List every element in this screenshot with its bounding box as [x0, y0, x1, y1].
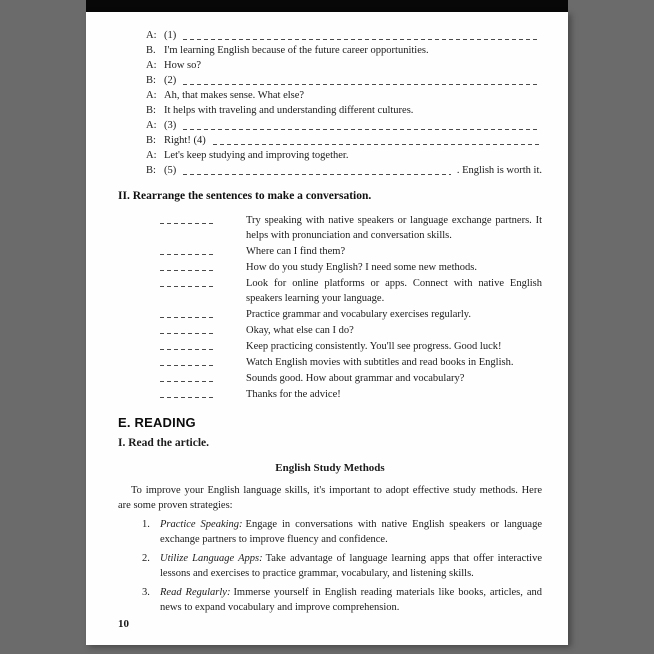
- reading-instruction: I. Read the article.: [118, 437, 210, 449]
- dialogue-text: It helps with traveling and understanding different cultures.: [164, 105, 414, 116]
- dialogue-exercise: [146, 28, 542, 178]
- order-blank-line: [160, 286, 214, 287]
- dialogue-text: Ah, that makes sense. What else?: [164, 90, 305, 101]
- document-page: [86, 12, 568, 645]
- answer-blank-line: [183, 174, 451, 175]
- order-blank-line: [160, 365, 214, 366]
- strategy-lead: Utilize Language Apps:: [160, 553, 263, 564]
- rearrange-sentence: Sounds good. How about grammar and vocabulary?: [246, 373, 465, 384]
- rearrange-item: [118, 371, 542, 386]
- answer-blank-line: [183, 84, 540, 85]
- article-intro: To improve your English language skills, it's important to adopt effective study methods. Here are some proven strategies:: [118, 485, 542, 511]
- strategy-text: [160, 517, 542, 547]
- dialogue-text: (5): [164, 165, 177, 176]
- dialogue-text: (3): [164, 120, 177, 131]
- reading-section-title: E. READING: [118, 415, 196, 430]
- rearrange-sentence: Thanks for the advice!: [246, 389, 341, 400]
- strategy-lead: Practice Speaking:: [160, 519, 243, 530]
- dialogue-text: Let's keep studying and improving together.: [164, 150, 349, 161]
- rearrange-sentence: Keep practicing consistently. You'll see progress. Good luck!: [246, 341, 502, 352]
- speaker-label: A:: [146, 90, 157, 101]
- rearrange-sentence: Practice grammar and vocabulary exercises regularly.: [246, 309, 471, 320]
- rearrange-item: [118, 276, 542, 306]
- rearrange-sentence: Try speaking with native speakers or language exchange partners. It helps with pronunciation and conversation skills.: [246, 215, 542, 241]
- order-blank-line: [160, 270, 214, 271]
- rearrange-sentence: Okay, what else can I do?: [246, 325, 354, 336]
- dialogue-line: [146, 133, 542, 148]
- order-blank-line: [160, 397, 214, 398]
- speaker-label: B:: [146, 165, 156, 176]
- rearrange-item: [118, 213, 542, 243]
- order-blank-line: [160, 349, 214, 350]
- list-number: 3.: [142, 587, 150, 598]
- dialogue-suffix: . English is worth it.: [456, 165, 542, 176]
- strategy-item: [118, 551, 542, 581]
- list-number: 2.: [142, 553, 150, 564]
- order-blank-line: [160, 333, 214, 334]
- rearrange-sentence: Watch English movies with subtitles and read books in English.: [246, 357, 514, 368]
- strategy-detail: Take advantage of language learning apps that offer interactive lessons and exercises to practice grammar, vocabulary, and listening skills.: [160, 553, 542, 579]
- speaker-label: A:: [146, 120, 157, 131]
- rearrange-item: [118, 387, 542, 402]
- speaker-label: A:: [146, 60, 157, 71]
- dialogue-text: I'm learning English because of the future career opportunities.: [164, 45, 429, 56]
- dialogue-line: [146, 118, 542, 133]
- dialogue-line: [146, 43, 542, 58]
- order-blank-line: [160, 317, 214, 318]
- dialogue-line: [146, 163, 542, 178]
- strategy-detail: Immerse yourself in English reading materials like books, articles, and news to expand vocabulary and improve comprehension.: [160, 587, 542, 613]
- scan-top-edge: [86, 0, 568, 12]
- order-blank-line: [160, 223, 214, 224]
- strategy-detail: Engage in conversations with native English speakers or language exchange partners to improve fluency and confidence.: [160, 519, 542, 545]
- rearrange-item: [118, 244, 542, 259]
- strategy-list: [118, 517, 542, 615]
- speaker-label: B.: [146, 45, 156, 56]
- dialogue-text: (1): [164, 30, 177, 41]
- dialogue-text: (2): [164, 75, 177, 86]
- rearrange-item: [118, 355, 542, 370]
- rearrange-exercise: [118, 213, 542, 402]
- list-number: 1.: [142, 519, 150, 530]
- dialogue-line: [146, 58, 542, 73]
- speaker-label: B:: [146, 135, 156, 146]
- order-blank-line: [160, 254, 214, 255]
- answer-blank-line: [183, 129, 540, 130]
- strategy-lead: Read Regularly:: [160, 587, 231, 598]
- speaker-label: B:: [146, 105, 156, 116]
- article-title: English Study Methods: [275, 462, 385, 474]
- dialogue-line: [146, 88, 542, 103]
- rearrange-item: [118, 260, 542, 275]
- speaker-label: A:: [146, 30, 157, 41]
- page-number: 10: [118, 618, 129, 630]
- rearrange-item: [118, 323, 542, 338]
- order-blank-line: [160, 381, 214, 382]
- dialogue-line: [146, 148, 542, 163]
- rearrange-item: [118, 339, 542, 354]
- rearrange-item: [118, 307, 542, 322]
- rearrange-sentence: Look for online platforms or apps. Connect with native English speakers learning your language.: [246, 278, 542, 304]
- dialogue-line: [146, 73, 542, 88]
- strategy-text: [160, 551, 542, 581]
- dialogue-line: [146, 28, 542, 43]
- strategy-item: [118, 585, 542, 615]
- dialogue-text: Right! (4): [164, 135, 206, 146]
- answer-blank-line: [213, 144, 540, 145]
- rearrange-sentence: Where can I find them?: [246, 246, 346, 257]
- rearrange-sentence: How do you study English? I need some new methods.: [246, 262, 477, 273]
- strategy-text: [160, 585, 542, 615]
- answer-blank-line: [183, 39, 540, 40]
- speaker-label: B:: [146, 75, 156, 86]
- dialogue-line: [146, 103, 542, 118]
- dialogue-text: How so?: [164, 60, 202, 71]
- speaker-label: A:: [146, 150, 157, 161]
- strategy-item: [118, 517, 542, 547]
- section-ii-title: II. Rearrange the sentences to make a conversation.: [118, 190, 372, 202]
